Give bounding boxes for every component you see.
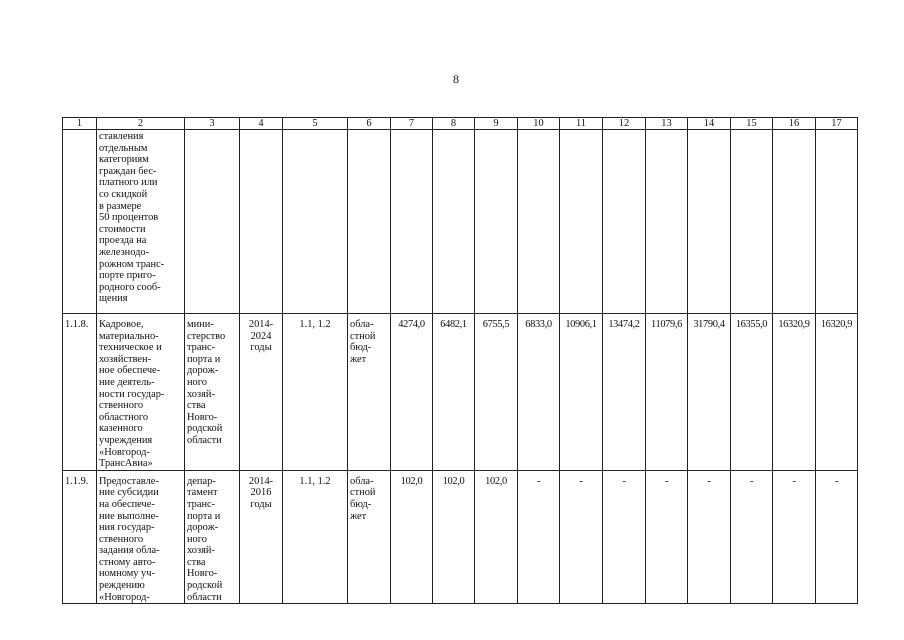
executor: мини- стерство транс- порта и дорож- ного хозяй- ства Новго- родской области <box>185 314 240 471</box>
header-row <box>63 118 858 130</box>
measure-name: Кадровое, материально- техническое и хозяйствен- ное обеспече- ние деятель- ности государ- ственного областного казенного учреждения «Новгород- ТрансАвиа» <box>97 314 185 471</box>
executor: депар- тамент транс- порта и дорож- ного хозяй- ства Новго- родской области <box>185 470 240 604</box>
value-cell: - <box>560 470 603 604</box>
value-cell <box>518 130 560 314</box>
header-cell: 10 <box>518 118 560 130</box>
indicator: 1.1, 1.2 <box>283 470 348 604</box>
row-number <box>63 130 97 314</box>
period: 2014- 2024 годы <box>240 314 283 471</box>
funding-source: обла- стной бюд- жет <box>348 314 391 471</box>
value-cell <box>391 130 433 314</box>
value-cell <box>560 130 603 314</box>
value-cell: - <box>816 470 858 604</box>
value-cell: - <box>518 470 560 604</box>
value-cell: 16320,9 <box>773 314 816 471</box>
header-cell: 13 <box>646 118 688 130</box>
value-cell: 6833,0 <box>518 314 560 471</box>
value-cell <box>773 130 816 314</box>
value-cell <box>475 130 518 314</box>
header-cell: 17 <box>816 118 858 130</box>
table-row <box>63 470 858 604</box>
header-cell: 7 <box>391 118 433 130</box>
indicator: 1.1, 1.2 <box>283 314 348 471</box>
value-cell: 4274,0 <box>391 314 433 471</box>
header-cell: 3 <box>185 118 240 130</box>
program-table <box>62 117 858 604</box>
period: 2014- 2016 годы <box>240 470 283 604</box>
value-cell <box>816 130 858 314</box>
value-cell: 31790,4 <box>688 314 731 471</box>
value-cell <box>433 130 475 314</box>
header-cell: 9 <box>475 118 518 130</box>
table-row <box>63 130 858 314</box>
value-cell: - <box>773 470 816 604</box>
measure-name: ставления отдельным категориям граждан бес- платного или со скидкой в размере 50 процентов стоимости проезда на железнодо- рожном транс- порте приго- родного сооб- щения <box>97 130 185 314</box>
executor <box>185 130 240 314</box>
header-cell: 16 <box>773 118 816 130</box>
header-cell: 4 <box>240 118 283 130</box>
value-cell: 16320,9 <box>816 314 858 471</box>
header-cell: 14 <box>688 118 731 130</box>
value-cell: 13474,2 <box>603 314 646 471</box>
header-cell: 8 <box>433 118 475 130</box>
row-number: 1.1.8. <box>63 314 97 471</box>
header-cell: 6 <box>348 118 391 130</box>
period <box>240 130 283 314</box>
value-cell <box>731 130 773 314</box>
indicator <box>283 130 348 314</box>
value-cell: 16355,0 <box>731 314 773 471</box>
value-cell: - <box>688 470 731 604</box>
value-cell <box>688 130 731 314</box>
value-cell: - <box>603 470 646 604</box>
value-cell: 102,0 <box>433 470 475 604</box>
row-number: 1.1.9. <box>63 470 97 604</box>
value-cell: 6755,5 <box>475 314 518 471</box>
value-cell: 10906,1 <box>560 314 603 471</box>
table-row <box>63 314 858 471</box>
value-cell <box>646 130 688 314</box>
header-cell: 1 <box>63 118 97 130</box>
page-number: 8 <box>453 72 459 86</box>
value-cell: - <box>731 470 773 604</box>
value-cell <box>603 130 646 314</box>
value-cell: - <box>646 470 688 604</box>
header-cell: 2 <box>97 118 185 130</box>
header-cell: 5 <box>283 118 348 130</box>
value-cell: 102,0 <box>391 470 433 604</box>
header-cell: 12 <box>603 118 646 130</box>
funding-source: обла- стной бюд- жет <box>348 470 391 604</box>
header-cell: 15 <box>731 118 773 130</box>
funding-source <box>348 130 391 314</box>
measure-name: Предоставле- ние субсидии на обеспече- ние выполне- ния государ- ственного задания обла- стному авто- номному уч- реждению «Новгород- <box>97 470 185 604</box>
header-cell: 11 <box>560 118 603 130</box>
value-cell: 11079,6 <box>646 314 688 471</box>
value-cell: 6482,1 <box>433 314 475 471</box>
value-cell: 102,0 <box>475 470 518 604</box>
